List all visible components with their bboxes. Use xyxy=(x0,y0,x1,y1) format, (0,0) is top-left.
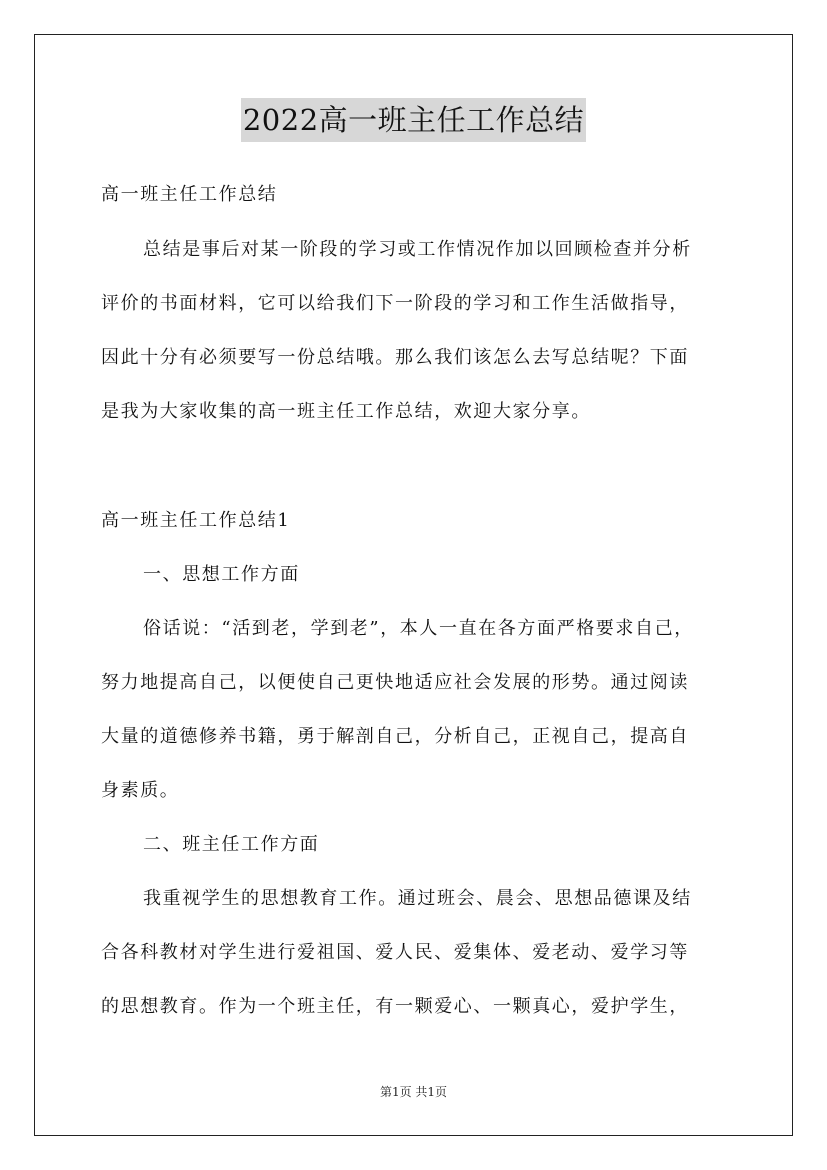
intro-line: 评价的书面材料，它可以给我们下一阶段的学习和工作生活做指导， xyxy=(101,293,689,314)
section-title: 高一班主任工作总结1 xyxy=(101,510,291,531)
document-title: 2022高一班主任工作总结 xyxy=(241,98,586,142)
paragraph-line: 合各科教材对学生进行爱祖国、爱人民、爱集体、爱老动、爱学习等 xyxy=(101,942,689,963)
paragraph-line: 的思想教育。作为一个班主任，有一颗爱心、一颗真心，爱护学生， xyxy=(101,996,689,1017)
intro-line: 总结是事后对某一阶段的学习或工作情况作加以回顾检查并分析 xyxy=(143,239,692,260)
paragraph-line: 努力地提高自己，以便使自己更快地适应社会发展的形势。通过阅读 xyxy=(101,672,689,693)
intro-line: 因此十分有必须要写一份总结哦。那么我们该怎么去写总结呢？下面 xyxy=(101,347,689,368)
document-subtitle: 高一班主任工作总结 xyxy=(101,184,278,205)
paragraph-line: 大量的道德修养书籍，勇于解剖自己，分析自己，正视自己，提高自 xyxy=(101,726,689,747)
title-container xyxy=(0,98,827,142)
page-number: 第1页 共1页 xyxy=(379,1085,448,1099)
paragraph-line: 俗话说：“活到老，学到老”，本人一直在各方面严格要求自己， xyxy=(143,618,694,639)
intro-line: 是我为大家收集的高一班主任工作总结，欢迎大家分享。 xyxy=(101,401,591,422)
paragraph-line: 身素质。 xyxy=(101,780,180,801)
section-heading: 二、班主任工作方面 xyxy=(143,834,320,855)
paragraph-line: 我重视学生的思想教育工作。通过班会、晨会、思想品德课及结 xyxy=(143,888,692,909)
section-heading: 一、思想工作方面 xyxy=(143,564,300,585)
